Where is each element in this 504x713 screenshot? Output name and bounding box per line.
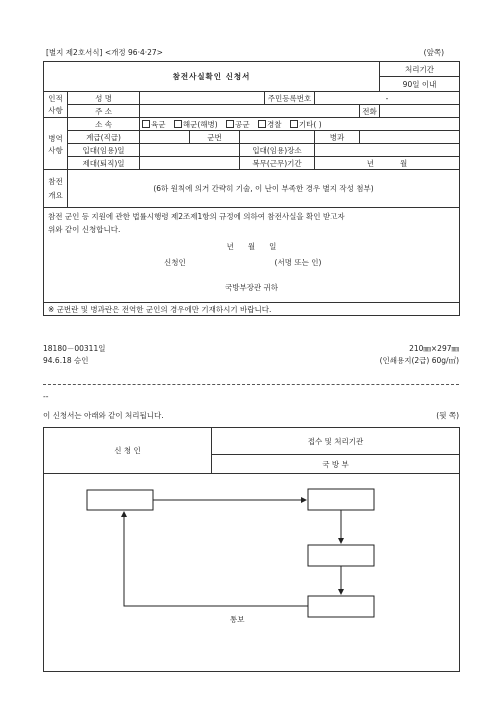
paper-type: (인쇄용지(2급) 60g/㎡) <box>379 356 459 365</box>
military-section-label-1: 병역 <box>44 118 68 144</box>
rrn-field[interactable]: - <box>315 92 460 105</box>
applicant-step-box <box>87 490 153 510</box>
branch-label: 소 속 <box>68 118 140 131</box>
rank-label: 계급(직급) <box>68 131 140 144</box>
processing-period-label: 처리기간 <box>380 62 460 77</box>
footnote: ※ 군번란 및 병과란은 전역한 군인의 경우에만 기재하시기 바랍니다. <box>44 303 460 316</box>
branch-option-other: 기타( ) <box>298 119 322 129</box>
address-label: 주 소 <box>68 105 140 118</box>
back-intro: 이 신청서는 아래와 같이 처리됩니다. <box>43 411 164 420</box>
back-side-label: (뒷 쪽) <box>436 411 459 420</box>
form-reference: [별지 제2호서식] <개정 96·4·27> <box>46 48 163 57</box>
org-column-header: 접수 및 처리기관 <box>212 428 460 455</box>
decision-step-box <box>308 596 374 617</box>
service-period-label: 복무(근무)기간 <box>240 157 315 170</box>
notify-arrow <box>124 512 308 606</box>
service-year-unit: 년 <box>366 158 374 168</box>
form-code: 18180－00311일 <box>43 344 106 353</box>
form-title: 참전사실확인 신청서 <box>44 62 380 92</box>
applicant-label: 신청인 <box>164 258 186 267</box>
receipt-step-box <box>308 489 374 510</box>
recipient: 국방부장관 귀하 <box>224 283 279 292</box>
phone-label: 전화 <box>360 105 380 118</box>
enlist-place-label: 입대(임용)장소 <box>240 144 315 157</box>
enlist-date-label: 입대(임용)일 <box>68 144 140 157</box>
discharge-date-label: 제대(퇴직)일 <box>68 157 140 170</box>
serial-label: 군번 <box>190 131 240 144</box>
review-step-box <box>308 545 374 566</box>
org-name: 국 방 부 <box>212 455 460 474</box>
branch-option-army: 육군 <box>151 119 166 129</box>
paper-size: 210㎜×297㎜ <box>409 344 459 353</box>
personal-section-label-2: 사항 <box>44 105 68 118</box>
branch-option-police: 경찰 <box>267 119 282 129</box>
signature-note: (서명 또는 인) <box>274 258 322 267</box>
notify-label: 통보 <box>230 615 245 624</box>
personal-section-label-1: 인적 <box>44 92 68 105</box>
declaration-date: 년 월 일 <box>226 242 277 251</box>
summary-section-label: 참전 개요 <box>44 170 68 208</box>
front-side-label: (앞쪽) <box>423 48 444 57</box>
name-label: 성 명 <box>68 92 140 105</box>
military-section-label-2: 사항 <box>44 144 68 157</box>
rrn-label: 주민등록번호 <box>265 92 315 105</box>
branch-option-airforce: 공군 <box>235 119 250 129</box>
summary-field[interactable]: (6하 원칙에 의거 간략히 기술, 이 난이 부족한 경우 별지 작성 첨부) <box>68 170 460 208</box>
specialty-label: 병과 <box>315 131 360 144</box>
continuation-mark: -- <box>43 392 49 401</box>
approval-date: 94.6.18 승인 <box>43 356 89 365</box>
applicant-column-header: 신 청 인 <box>44 428 212 474</box>
service-month-unit: 월 <box>400 158 408 168</box>
processing-period-value: 90일 이내 <box>380 77 460 92</box>
declaration-text-1: 참전 군인 등 지원에 관한 법률시행령 제2조제1항의 규정에 의하여 참전사실을 확인 받고자 <box>48 212 345 221</box>
branch-option-navy: 해군(해병) <box>182 119 218 129</box>
declaration-text-2: 위와 같이 신청합니다. <box>48 225 121 234</box>
